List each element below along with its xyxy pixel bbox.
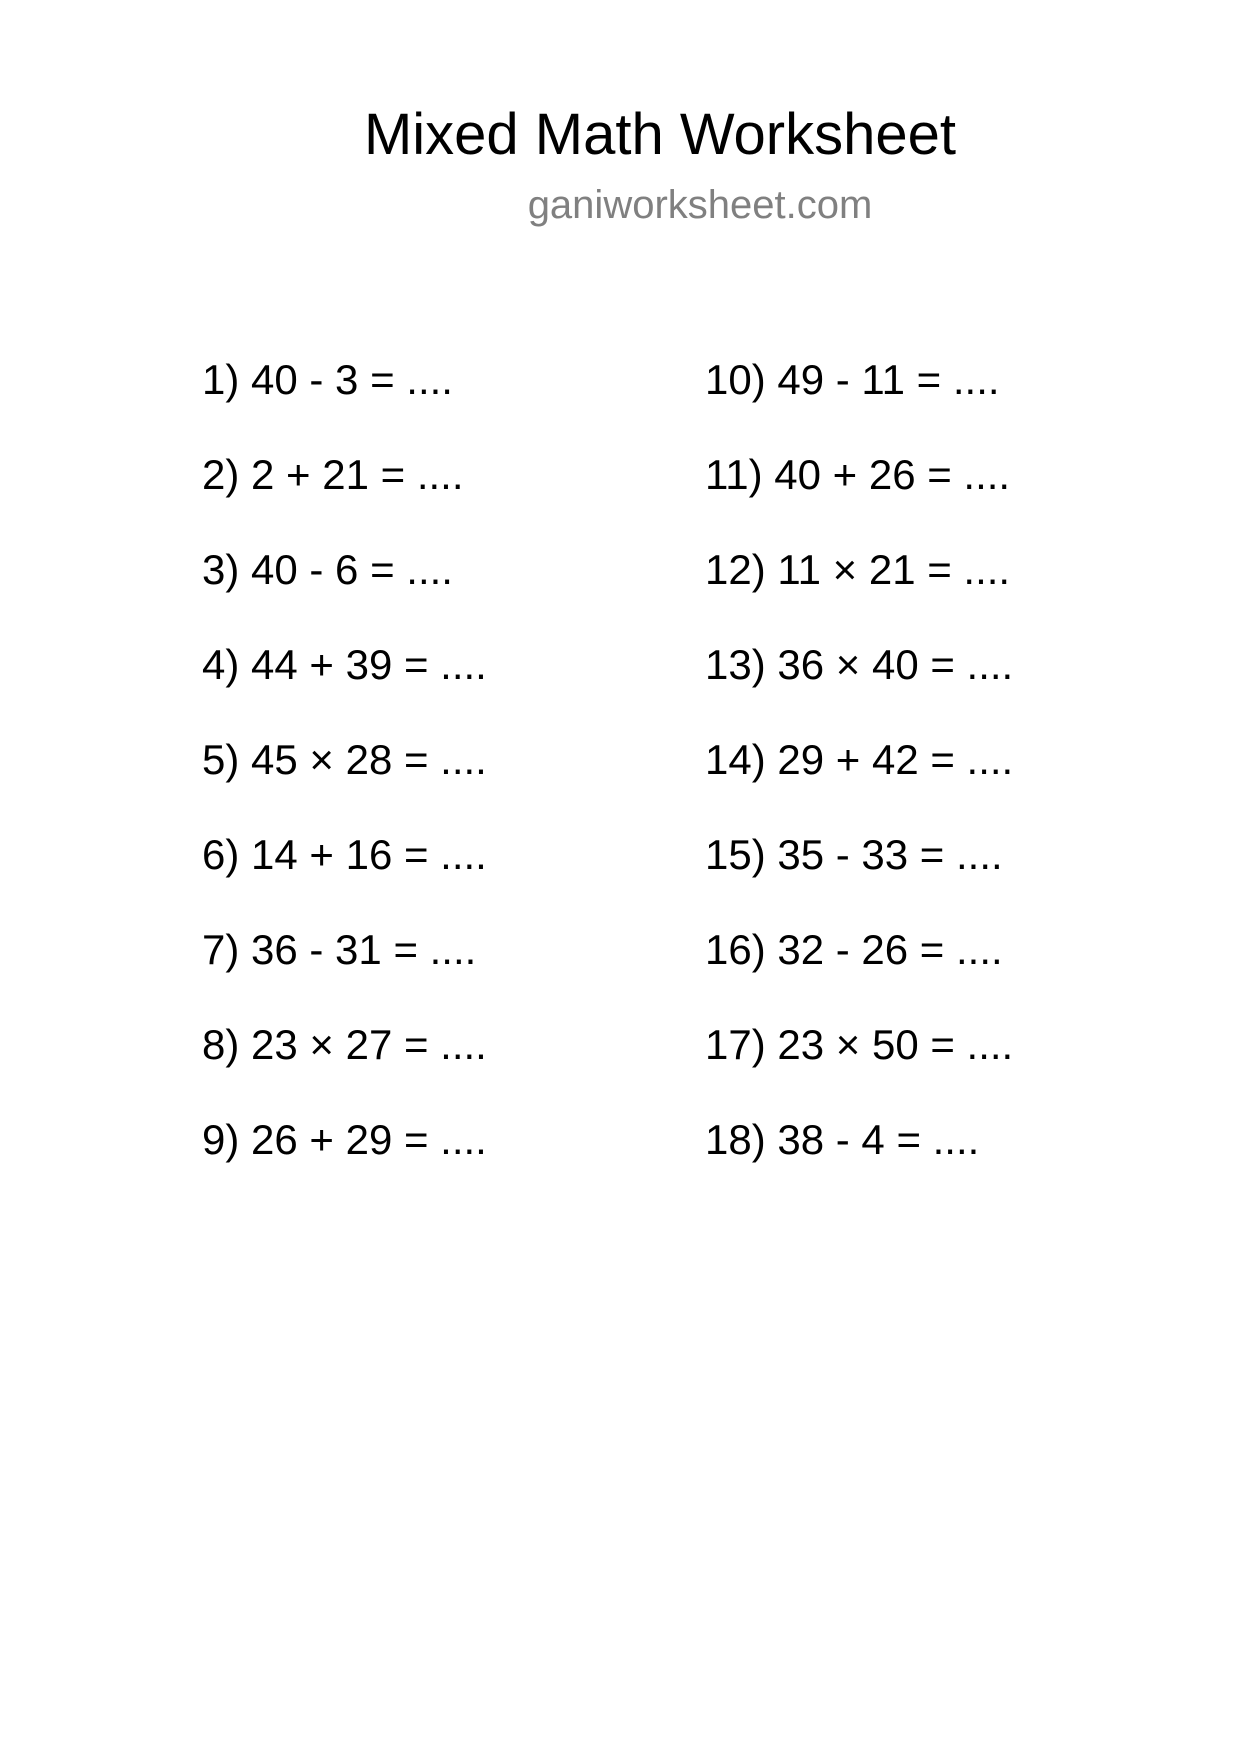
problem-3: 3) 40 - 6 = .... <box>202 546 453 593</box>
problem-12: 12) 11 × 21 = .... <box>705 546 1011 593</box>
problem-1: 1) 40 - 3 = .... <box>202 356 453 403</box>
problem-13: 13) 36 × 40 = .... <box>705 641 1014 688</box>
problem-8: 8) 23 × 27 = .... <box>202 1021 487 1068</box>
problem-16: 16) 32 - 26 = .... <box>705 926 1003 973</box>
problem-list-right <box>705 345 1013 1200</box>
problem-4: 4) 44 + 39 = .... <box>202 641 487 688</box>
problem-list-left <box>202 345 487 1200</box>
problem-18: 18) 38 - 4 = .... <box>705 1116 980 1163</box>
source-website: ganiworksheet.com <box>527 183 873 227</box>
problem-6: 6) 14 + 16 = .... <box>202 831 487 878</box>
problem-9: 9) 26 + 29 = .... <box>202 1116 487 1163</box>
problem-5: 5) 45 × 28 = .... <box>202 736 487 783</box>
problem-17: 17) 23 × 50 = .... <box>705 1021 1014 1068</box>
problem-14: 14) 29 + 42 = .... <box>705 736 1014 783</box>
worksheet-title: Mixed Math Worksheet <box>363 102 957 167</box>
problem-11: 11) 40 + 26 = .... <box>705 451 1011 498</box>
problem-2: 2) 2 + 21 = .... <box>202 451 464 498</box>
problem-15: 15) 35 - 33 = .... <box>705 831 1003 878</box>
problem-10: 10) 49 - 11 = .... <box>705 356 1000 403</box>
problem-7: 7) 36 - 31 = .... <box>202 926 477 973</box>
